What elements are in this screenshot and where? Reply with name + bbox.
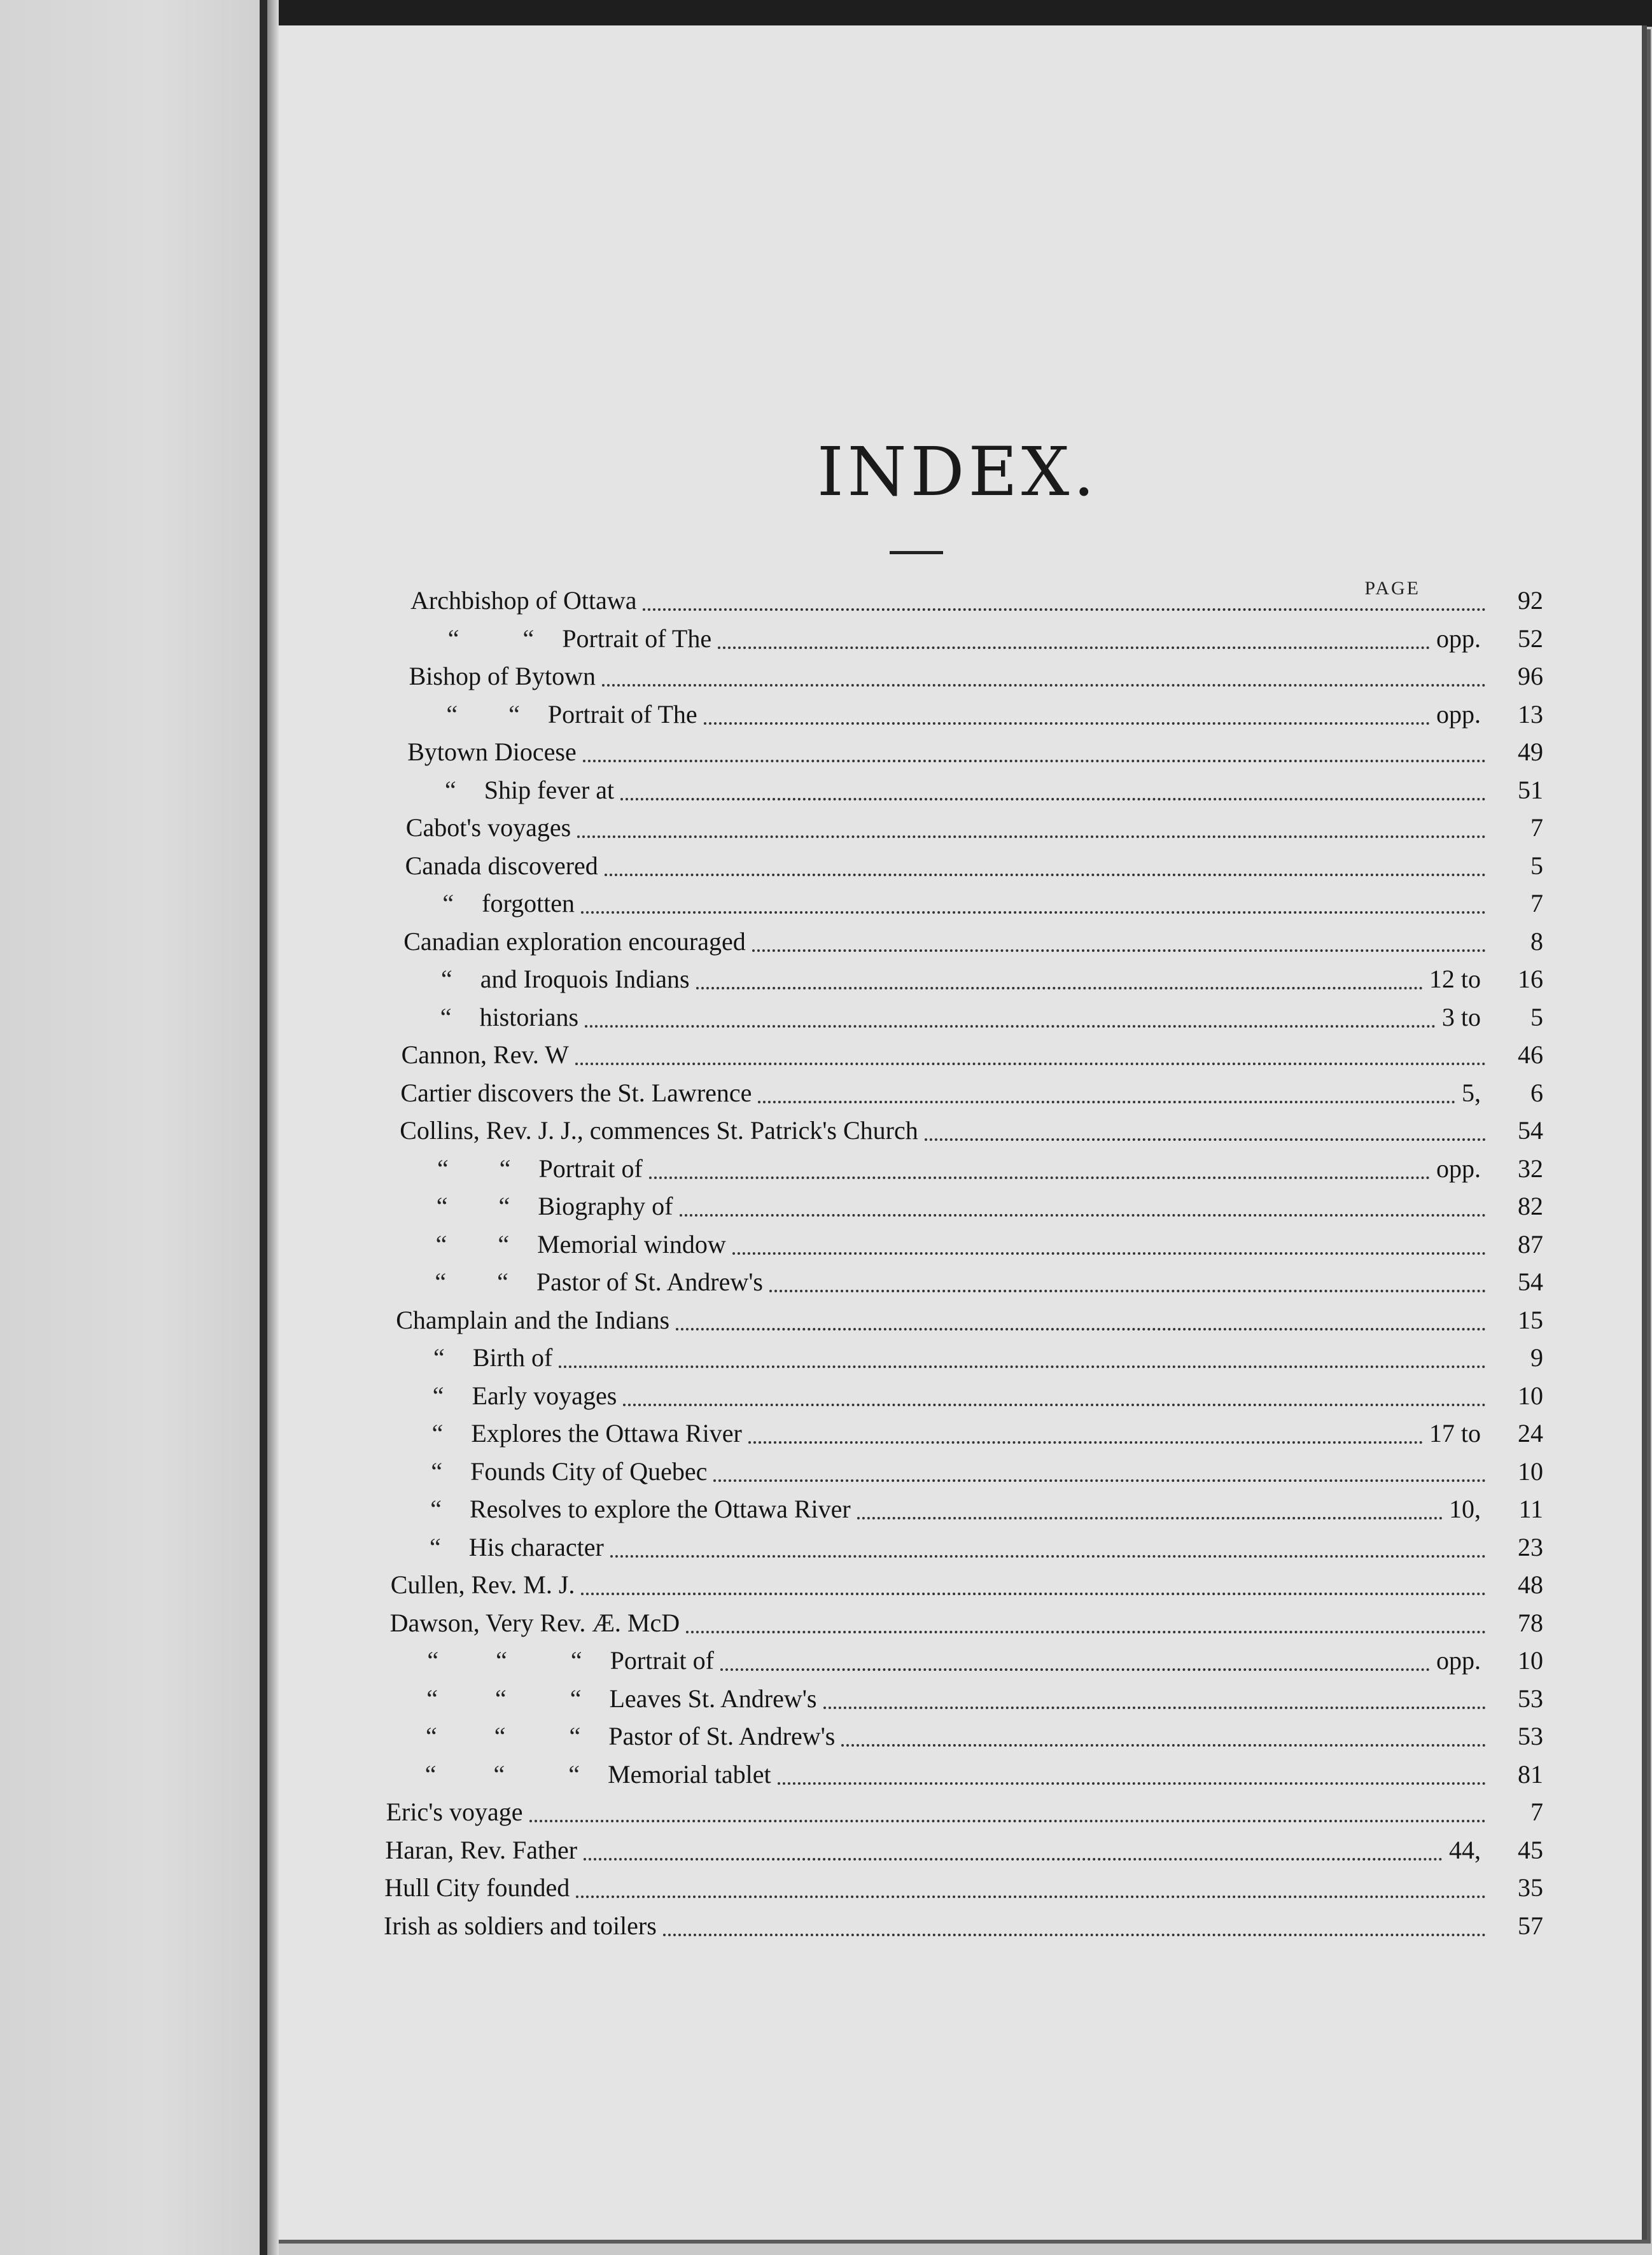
page-column-heading: PAGE [1364, 578, 1420, 599]
page-number: 53 [1518, 1722, 1543, 1750]
fold-shadow [267, 0, 279, 2255]
entry-reference: opp. [1436, 624, 1481, 653]
page-number: 7 [1530, 813, 1543, 842]
page-number: 96 [1517, 662, 1543, 690]
page-number: 24 [1517, 1419, 1543, 1448]
index-entry [407, 737, 1543, 772]
page-number: 54 [1517, 1267, 1543, 1296]
index-entry [388, 1684, 1543, 1719]
ditto-marks: “ “ “ [426, 1722, 581, 1750]
dot-leader [581, 911, 1486, 914]
entry-text: forgotten [482, 889, 575, 918]
page-number: 48 [1517, 1570, 1543, 1599]
page-number: 82 [1517, 1192, 1543, 1220]
page-number: 23 [1518, 1532, 1543, 1561]
index-entry [391, 1532, 1543, 1568]
page-number: 10 [1517, 1381, 1543, 1410]
index-entry [406, 813, 1543, 848]
ditto-marks: “ “ [446, 699, 520, 729]
index-entry [400, 1078, 1543, 1114]
dot-leader [576, 1895, 1486, 1898]
ditto-marks: “ [433, 1343, 445, 1372]
index-entry [396, 1267, 1543, 1302]
index-entry [408, 699, 1543, 735]
page-number: 53 [1517, 1684, 1543, 1713]
dot-leader [758, 1101, 1455, 1103]
dot-leader [778, 1782, 1486, 1785]
page-number: 7 [1530, 1798, 1543, 1826]
dot-leader [769, 1290, 1486, 1292]
dot-leader [583, 760, 1486, 762]
entry-text: Archbishop of Ottawa [410, 586, 637, 615]
entry-text: Pastor of St. Andrew's [536, 1267, 763, 1296]
index-entry [392, 1494, 1543, 1530]
entry-text: Birth of [472, 1343, 553, 1372]
page-number: 10 [1517, 1646, 1543, 1675]
index-entry [398, 1191, 1543, 1227]
entry-text: Bishop of Bytown [409, 662, 596, 690]
dot-leader [585, 1025, 1436, 1028]
ditto-marks: “ [430, 1495, 442, 1523]
entry-text: Explores the Ottawa River [471, 1419, 742, 1448]
entry-reference: opp. [1436, 699, 1481, 729]
entry-text: Portrait of The [547, 699, 697, 729]
dot-leader [680, 1214, 1486, 1217]
entry-text: Irish as soldiers and toilers [384, 1911, 657, 1940]
entry-text: Dawson, Very Rev. Æ. McD [389, 1608, 680, 1637]
entry-text: Cartier discovers the St. Lawrence [400, 1078, 752, 1107]
dot-leader [577, 835, 1486, 838]
page-number: 51 [1518, 775, 1543, 804]
entry-reference: 12 to [1429, 965, 1481, 993]
entry-text: Hull City founded [384, 1873, 570, 1902]
entry-text: Portrait of [610, 1646, 714, 1675]
entry-text: Cullen, Rev. M. J. [390, 1570, 575, 1599]
dot-leader [643, 608, 1486, 611]
entry-reference: 5, [1461, 1078, 1481, 1107]
dot-leader [581, 1593, 1486, 1595]
entry-text: Bytown Diocese [407, 737, 577, 766]
ditto-marks: “ “ [435, 1229, 510, 1259]
page-number: 92 [1518, 586, 1543, 615]
dot-leader [584, 1858, 1443, 1861]
index-entry [388, 1721, 1543, 1757]
index-entry [395, 1381, 1543, 1416]
page-title: INDEX. [816, 433, 1099, 511]
entry-text: Early voyages [472, 1381, 617, 1410]
ditto-marks: “ “ [437, 1154, 511, 1183]
page-number: 5 [1530, 1002, 1543, 1031]
page-number: 87 [1517, 1229, 1543, 1259]
page-number: 78 [1517, 1608, 1543, 1637]
entry-reference: 3 to [1441, 1002, 1481, 1031]
entry-text: His character [468, 1532, 604, 1561]
entry-text: Collins, Rev. J. J., commences St. Patrick's Church [400, 1116, 918, 1145]
dot-leader [676, 1328, 1486, 1330]
entry-text: Biography of [538, 1192, 673, 1220]
entry-text: Eric's voyage [386, 1798, 523, 1826]
page-number: 10 [1517, 1456, 1543, 1486]
dot-leader [718, 646, 1430, 649]
index-entry [390, 1608, 1543, 1644]
entry-reference: 17 to [1429, 1419, 1481, 1448]
ditto-marks: “ “ [436, 1192, 510, 1220]
index-page [274, 25, 1647, 2240]
entry-text: Founds City of Quebec [470, 1456, 708, 1486]
index-entry [394, 1418, 1543, 1454]
dot-leader [605, 874, 1486, 876]
facing-page [0, 0, 261, 2255]
entry-text: Cannon, Rev. W [401, 1040, 569, 1069]
index-entries [274, 25, 1642, 2240]
entry-text: Memorial tablet [608, 1759, 771, 1789]
entry-text: Portrait of [538, 1154, 643, 1183]
index-entry [402, 1040, 1543, 1075]
page-number: 9 [1530, 1343, 1543, 1372]
ditto-marks: “ “ [435, 1267, 508, 1296]
dot-leader [857, 1517, 1443, 1519]
index-entry [386, 1797, 1543, 1833]
dot-leader [841, 1744, 1486, 1747]
entry-text: Canada discovered [405, 851, 598, 880]
entry-text: Leaves St. Andrew's [609, 1684, 817, 1713]
page-number: 49 [1517, 737, 1543, 766]
dot-leader [732, 1252, 1486, 1255]
dot-leader [752, 949, 1486, 952]
entry-text: historians [479, 1002, 579, 1031]
ditto-marks: “ [442, 889, 454, 918]
index-entry [405, 851, 1543, 886]
dot-leader [649, 1176, 1430, 1179]
dot-leader [623, 1404, 1486, 1406]
ditto-marks: “ [430, 1532, 441, 1561]
dot-leader [713, 1479, 1486, 1482]
entry-text: Canadian exploration encouraged [403, 926, 746, 956]
index-entry [396, 1305, 1543, 1341]
page-number: 16 [1518, 965, 1543, 993]
index-entry [410, 624, 1543, 659]
ditto-marks: “ “ “ [424, 1759, 580, 1789]
page-number: 52 [1517, 624, 1543, 653]
ditto-marks: “ [431, 1456, 443, 1486]
scan-top-edge [274, 0, 1652, 27]
index-entry [391, 1570, 1543, 1605]
page-number: 32 [1518, 1154, 1543, 1183]
binding-gutter [260, 0, 267, 2255]
entry-text: Pastor of St. Andrew's [608, 1722, 836, 1750]
index-entry [410, 585, 1543, 621]
page-number: 11 [1518, 1495, 1543, 1523]
dot-leader [663, 1934, 1486, 1936]
index-entry [398, 1229, 1543, 1265]
dot-leader [529, 1820, 1486, 1822]
dot-leader [720, 1668, 1430, 1671]
entry-text: Haran, Rev. Father [385, 1835, 578, 1864]
page-number: 81 [1517, 1759, 1543, 1789]
dot-leader [686, 1631, 1486, 1633]
ditto-marks: “ “ “ [426, 1684, 582, 1713]
entry-text: Resolves to explore the Ottawa River [469, 1495, 851, 1523]
ditto-marks: “ “ “ [427, 1646, 582, 1675]
index-entry [393, 1456, 1543, 1492]
index-entry [403, 964, 1543, 1000]
page-number: 7 [1530, 889, 1543, 918]
index-entry [403, 926, 1543, 962]
entry-text: Ship fever at [484, 775, 615, 804]
entry-reference: opp. [1436, 1646, 1481, 1675]
ditto-marks: “ [441, 965, 452, 993]
index-entry [384, 1873, 1543, 1908]
page-number: 45 [1517, 1835, 1543, 1864]
dot-leader [704, 722, 1430, 725]
entry-text: and Iroquois Indians [480, 965, 690, 993]
index-entry [400, 1115, 1543, 1151]
ditto-marks: “ [445, 775, 456, 804]
dot-leader [610, 1555, 1486, 1558]
entry-text: Portrait of The [562, 624, 712, 653]
index-entry [384, 1911, 1543, 1946]
entry-reference: 10, [1448, 1495, 1481, 1523]
page-number: 15 [1517, 1305, 1543, 1334]
page-number: 35 [1517, 1873, 1543, 1902]
index-entry [387, 1759, 1543, 1795]
ditto-marks: “ “ [447, 624, 535, 653]
dot-leader [602, 684, 1486, 687]
dot-leader [696, 987, 1423, 989]
page-number: 5 [1530, 851, 1543, 880]
page-number: 6 [1530, 1078, 1543, 1107]
ditto-marks: “ [440, 1002, 452, 1031]
index-entry [395, 1343, 1543, 1378]
entry-text: Champlain and the Indians [396, 1305, 670, 1334]
dot-leader [748, 1441, 1423, 1444]
index-entry [404, 888, 1543, 924]
page-number: 13 [1517, 699, 1543, 729]
index-entry [409, 661, 1543, 697]
index-entry [407, 775, 1543, 811]
index-entry [399, 1154, 1543, 1189]
dot-leader [559, 1365, 1486, 1368]
page-number: 54 [1517, 1116, 1543, 1145]
entry-text: Memorial window [537, 1229, 726, 1259]
dot-leader [575, 1063, 1486, 1065]
dot-leader [925, 1138, 1486, 1141]
index-entry [402, 1002, 1543, 1038]
dot-leader [620, 798, 1486, 800]
dot-leader [823, 1707, 1486, 1709]
entry-text: Cabot's voyages [405, 813, 571, 842]
page-number: 46 [1517, 1040, 1543, 1069]
index-entry [385, 1835, 1543, 1871]
ditto-marks: “ [432, 1381, 444, 1410]
page-number: 8 [1530, 926, 1543, 956]
page-number: 57 [1518, 1911, 1543, 1940]
entry-reference: 44, [1448, 1835, 1481, 1864]
index-entry [389, 1645, 1543, 1681]
entry-reference: opp. [1436, 1154, 1481, 1183]
ditto-marks: “ [431, 1419, 444, 1448]
